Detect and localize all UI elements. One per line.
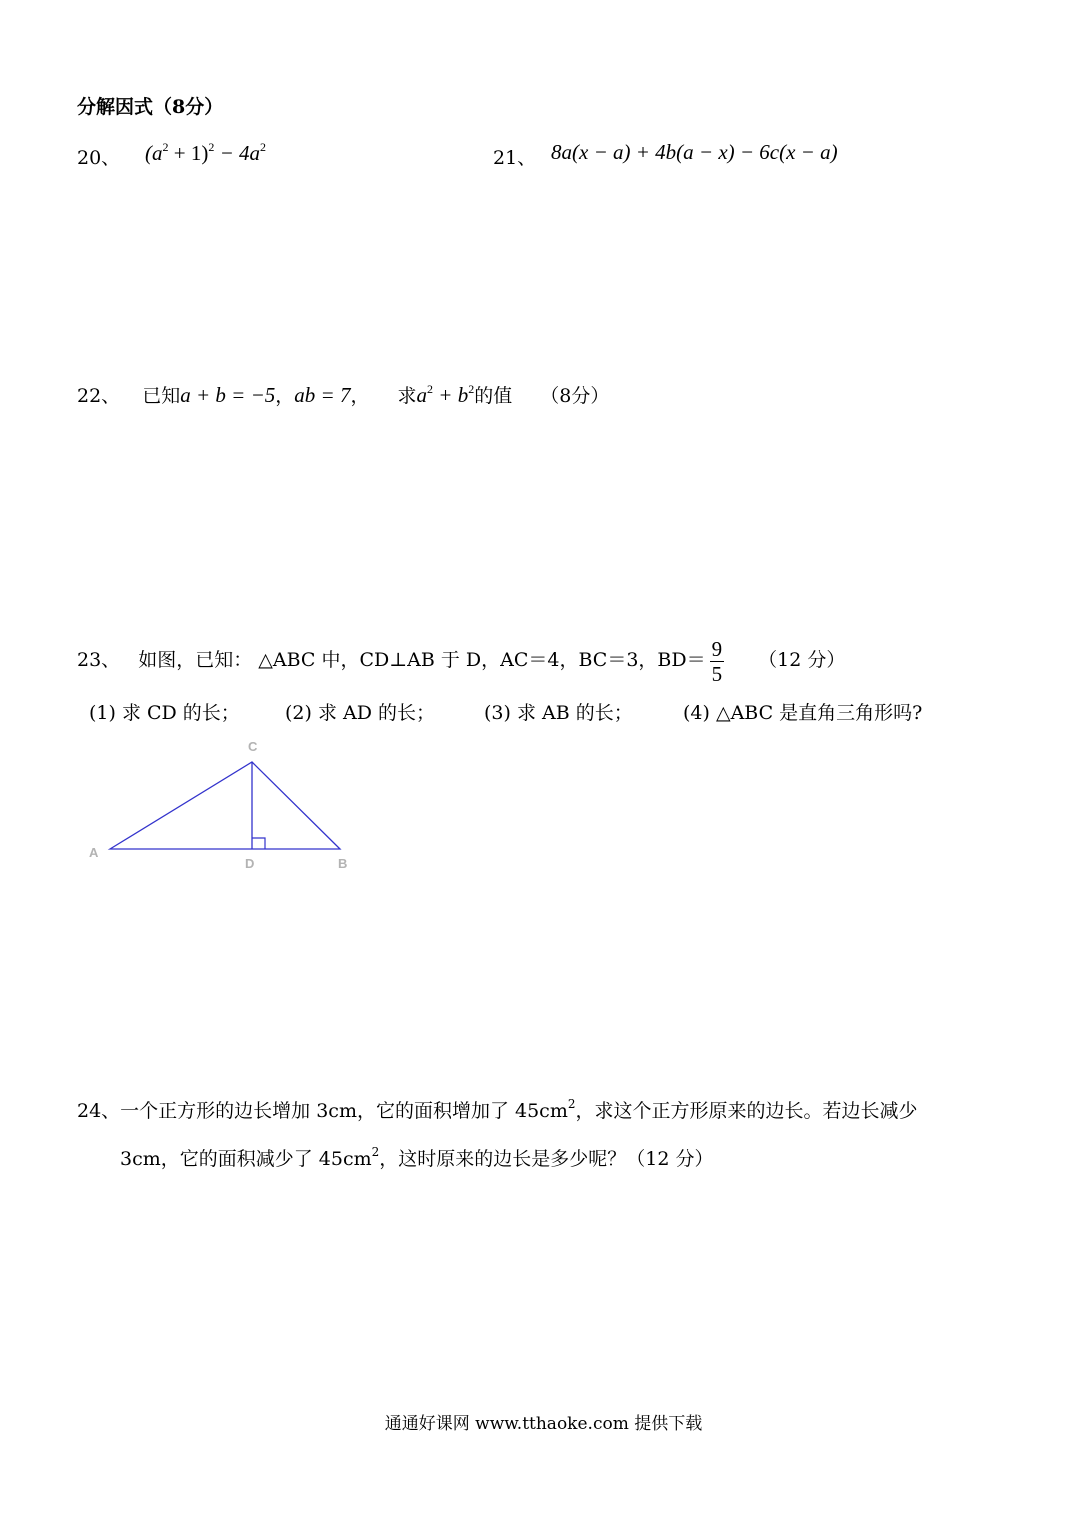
q22-points: （8分） [540,385,610,407]
q24-line-2-superscript: 2 [371,1145,380,1159]
q22-target-expression: $a^2 + b^2$ [416,382,475,407]
q24-line-2-part-a: 3cm，它的面积减少了 45cm [120,1148,372,1170]
q23-fraction [710,637,725,686]
q23-points: （12 分） [758,649,846,671]
q20-number: 20、 [77,147,121,169]
q23-fraction-denominator: 5 [711,661,723,686]
label-c: C [248,739,258,754]
q23-sub-4: (4) △ABC 是直角三角形吗? [683,702,923,724]
q24-line-2 [120,1144,713,1171]
q22-condition-product: ab = 7 [294,383,351,407]
q24-line-1-superscript: 2 [567,1097,576,1111]
q23-sub-3: (3) 求 AB 的长； [484,702,633,724]
q21-number: 21、 [493,147,537,169]
q23-sub-2: (2) 求 AD 的长； [285,702,435,724]
q23-text: 如图，已知： △ABC 中，CD⊥AB 于 D，AC＝4，BC＝3，BD＝ [138,649,706,671]
right-angle-marker [252,838,265,849]
q24-line-1-part-a: 24、一个正方形的边长增加 3cm，它的面积增加了 45cm [77,1100,568,1122]
triangle-figure [80,730,380,880]
q23-sub-1: (1) 求 CD 的长； [89,702,240,724]
q21-expression: 8a(x − a) + 4b(a − x) − 6c(x − a) [551,140,838,164]
triangle-abc [110,762,340,849]
q24-line-1 [77,1096,918,1123]
q22-line [77,381,609,408]
q22-number: 22、 [77,385,121,407]
q23-fraction-numerator: 9 [711,636,723,661]
section-heading: 分解因式（8分） [77,96,224,118]
q22-prefix: 已知 [142,385,181,407]
q23-number: 23、 [77,649,121,671]
footer-credit: 通通好课网 www.tthaoke.com 提供下载 [384,1414,703,1434]
q23-line [77,636,845,686]
q22-separator-2: ， [350,385,370,407]
q24-line-2-part-b: ，这时原来的边长是多少呢？（12 分） [379,1148,714,1170]
q22-suffix: 的值 [474,385,513,407]
q24-line-1-part-b: ，求这个正方形原来的边长。若边长减少 [575,1100,918,1122]
label-d: D [245,856,255,871]
label-b: B [338,856,348,871]
label-a: A [89,845,99,860]
q22-separator: ， [275,385,295,407]
q22-condition-sum: a + b = −5 [180,383,276,407]
q20-expression: $(a^2 + 1)^2 - 4a^2$ [145,140,267,165]
q22-ask: 求 [397,385,417,407]
